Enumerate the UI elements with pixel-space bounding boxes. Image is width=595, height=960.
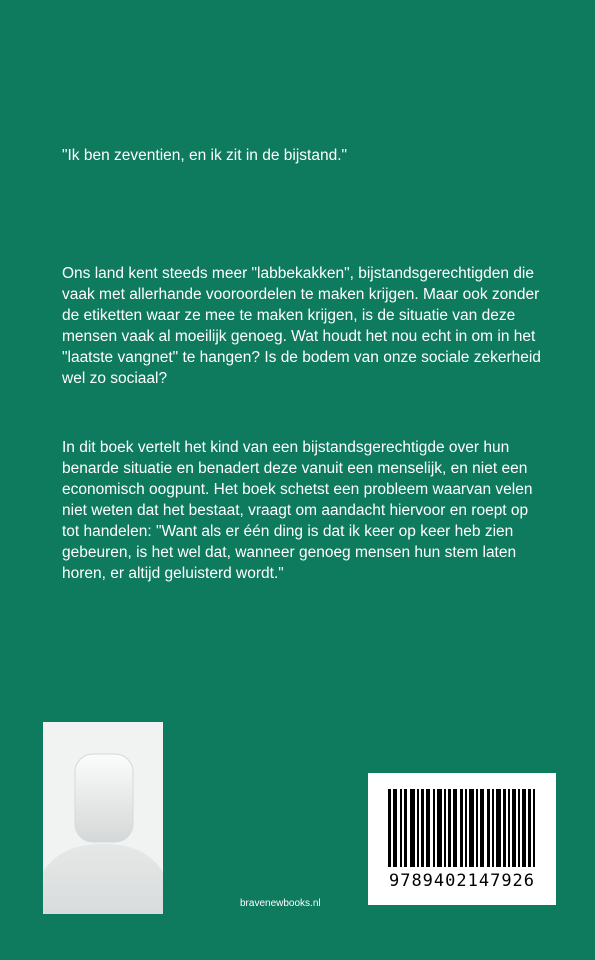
blurb-paragraph-2: In dit boek vertelt het kind van een bijstandsgerechtigde over hun benarde situatie en benadert deze vanuit een menselijk, en niet een economisch oogpunt. Het boek schetst een probleem waarvan velen niet weten dat het bestaat, vraagt om aandacht hiervoor en roept op tot handelen: "Want als er één ding is dat ik keer op keer heb zien gebeuren, is het wel dat, wanneer genoeg mensen hun stem laten horen, er altijd geluisterd wordt." [62,439,533,582]
author-photo-placeholder [43,722,163,914]
person-silhouette-icon [43,722,163,914]
isbn-number: 9789402147926 [388,871,536,891]
blurb-paragraph-1: Ons land kent steeds meer "labbekakken", bijstandsgerechtigden die vaak met allerhande vooroordelen te maken krijgen. Maar ook zonder de etiketten waar ze mee te maken krijgen, is de situatie van deze mensen vaak al moeilijk genoeg. Wat houdt het nou echt in om in het "laatste vangnet" te hangen? Is de bodem van onze sociale zekerheid wel zo sociaal? [62,265,541,387]
barcode [368,773,556,905]
publisher-url: bravenewbooks.nl [240,898,321,909]
tagline: "Ik ben zeventien, en ik zit in de bijstand." [62,147,348,164]
